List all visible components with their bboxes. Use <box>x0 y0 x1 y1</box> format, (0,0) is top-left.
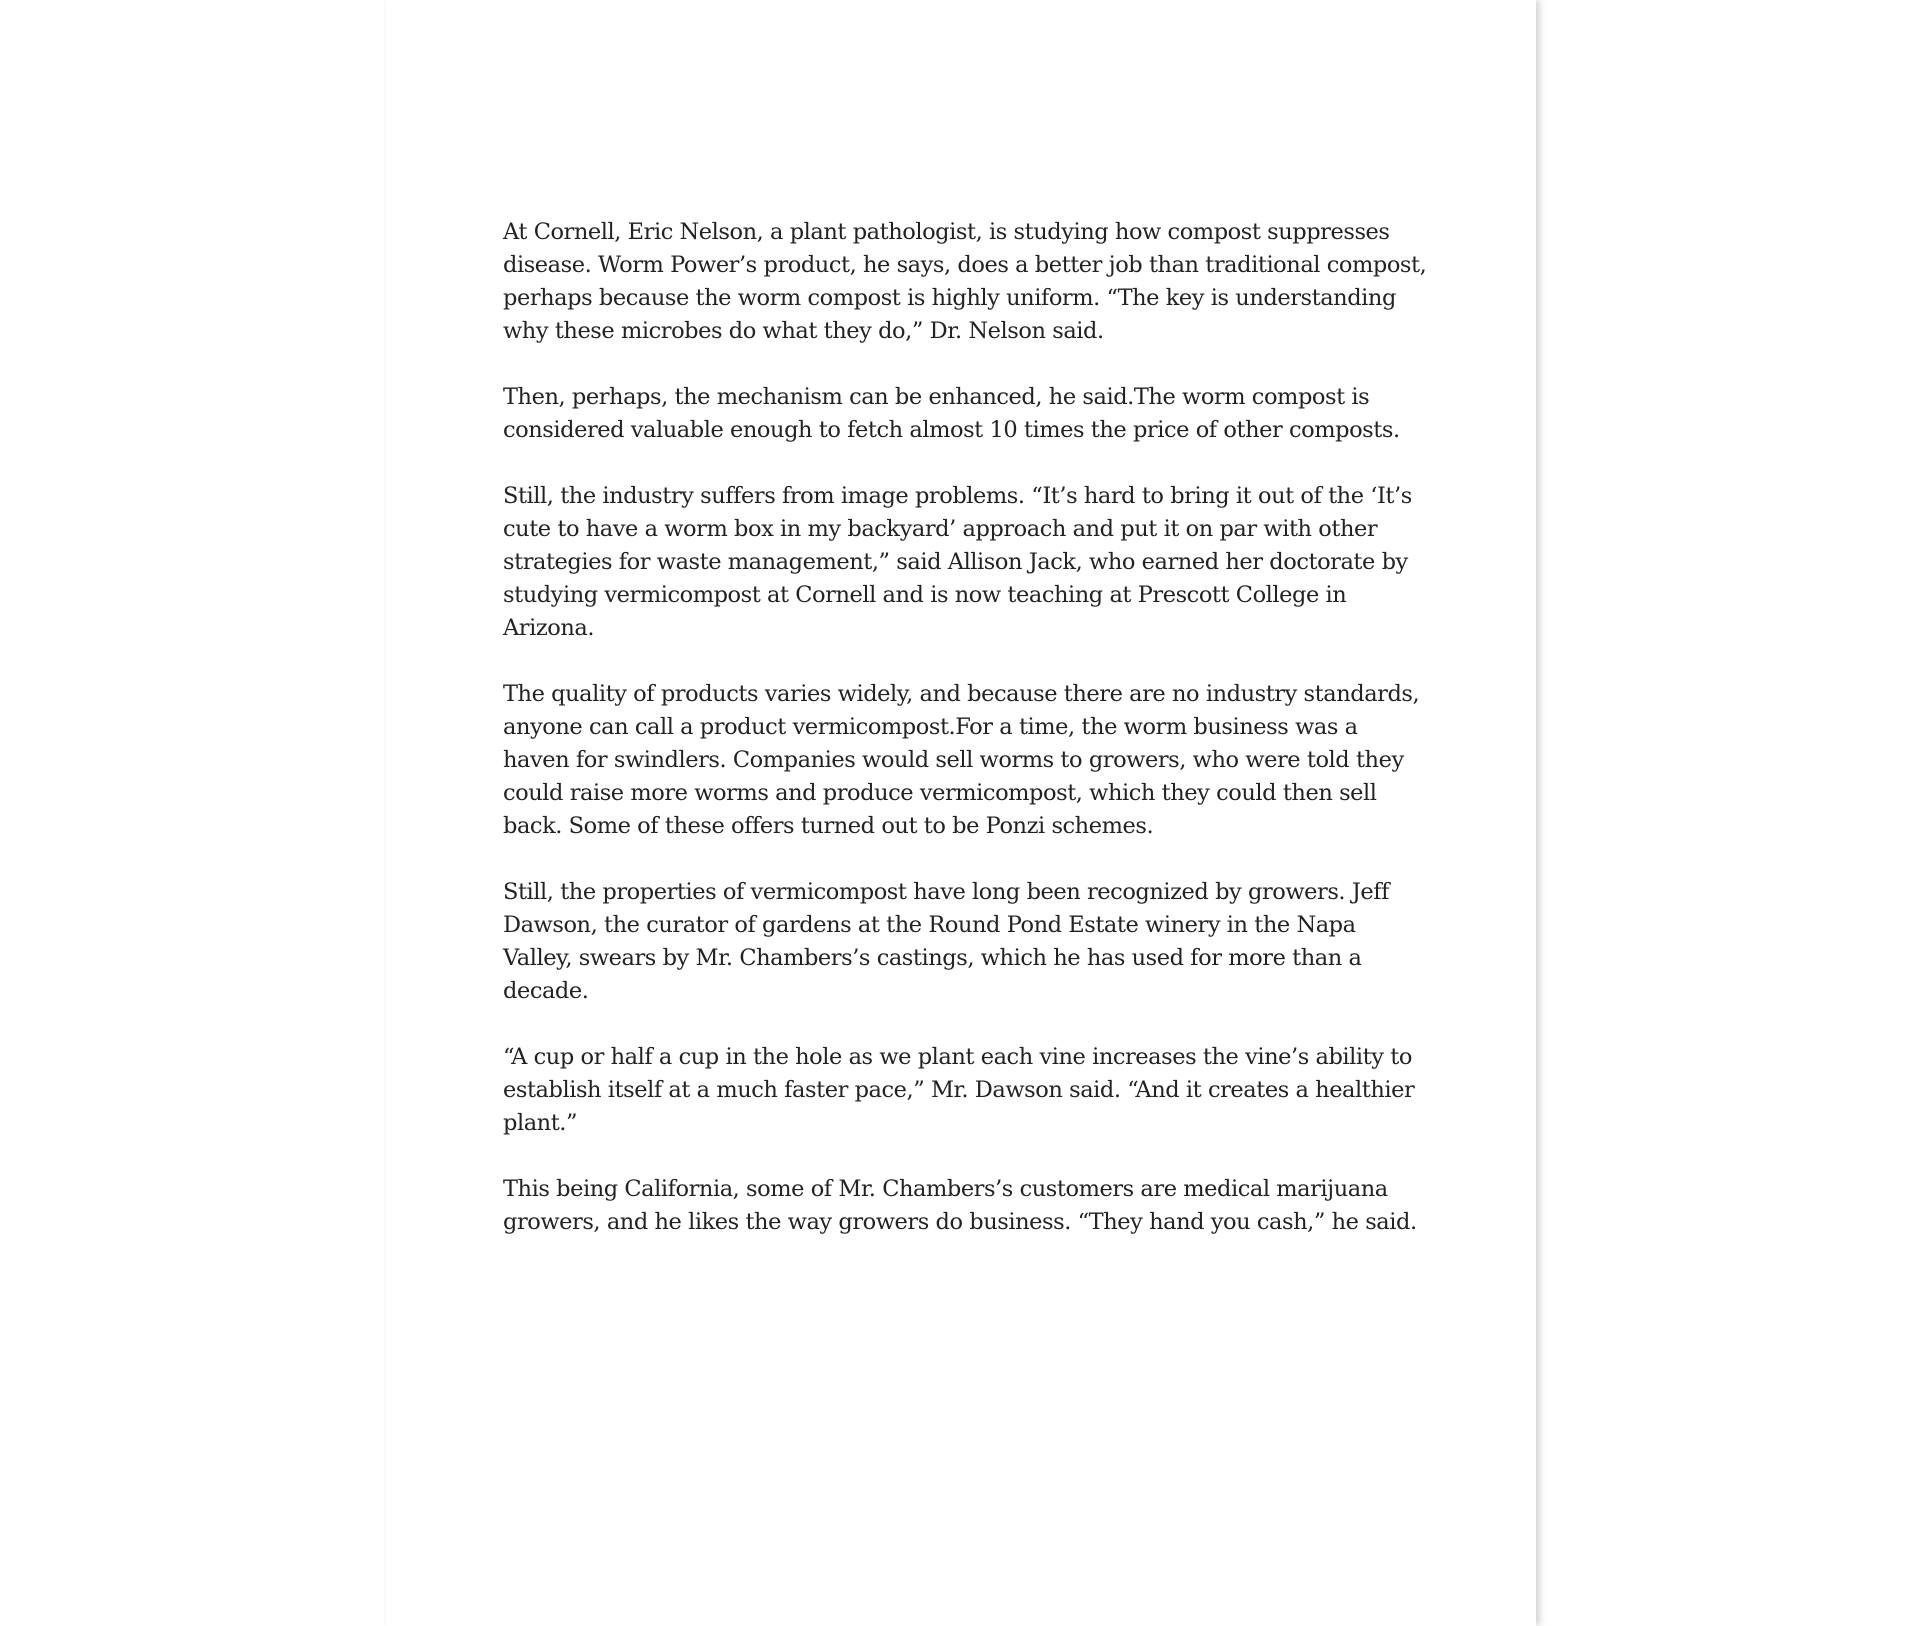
paragraph: Still, the properties of vermicompost have long been recognized by growers. Jeff Dawson, the curator of gardens at the Round Pond Estate winery in the Napa Valley, swears by Mr. Chambers’s castings, which he has used for more than a decade. <box>503 879 1390 1004</box>
article-body <box>503 216 1428 1272</box>
paragraph: Still, the industry suffers from image problems. “It’s hard to bring it out of the ‘It’s cute to have a worm box in my backyard’ approach and put it on par with other strategies for waste management,” said Allison Jack, who earned her doctorate by studying vermicompost at Cornell and is now teaching at Prescott College in Arizona. <box>503 483 1412 641</box>
paragraph: Then, perhaps, the mechanism can be enhanced, he said.The worm compost is considered valuable enough to fetch almost 10 times the price of other composts. <box>503 384 1400 443</box>
document-page <box>386 0 1536 1626</box>
paragraph: At Cornell, Eric Nelson, a plant pathologist, is studying how compost suppresses disease. Worm Power’s product, he says, does a better job than traditional compost, perhaps because the worm compost is highly uniform. “The key is understanding why these microbes do what they do,” Dr. Nelson said. <box>503 219 1427 344</box>
paragraph: The quality of products varies widely, and because there are no industry standards, anyone can call a product vermicompost.For a time, the worm business was a haven for swindlers. Companies would sell worms to growers, who were told they could raise more worms and produce vermicompost, which they could then sell back. Some of these offers turned out to be Ponzi schemes. <box>503 681 1420 839</box>
paragraph: This being California, some of Mr. Chambers’s customers are medical marijuana growers, and he likes the way growers do business. “They hand you cash,” he said. <box>503 1176 1417 1235</box>
paragraph: “A cup or half a cup in the hole as we plant each vine increases the vine’s ability to establish itself at a much faster pace,” Mr. Dawson said. “And it creates a healthier plant.” <box>503 1044 1415 1136</box>
